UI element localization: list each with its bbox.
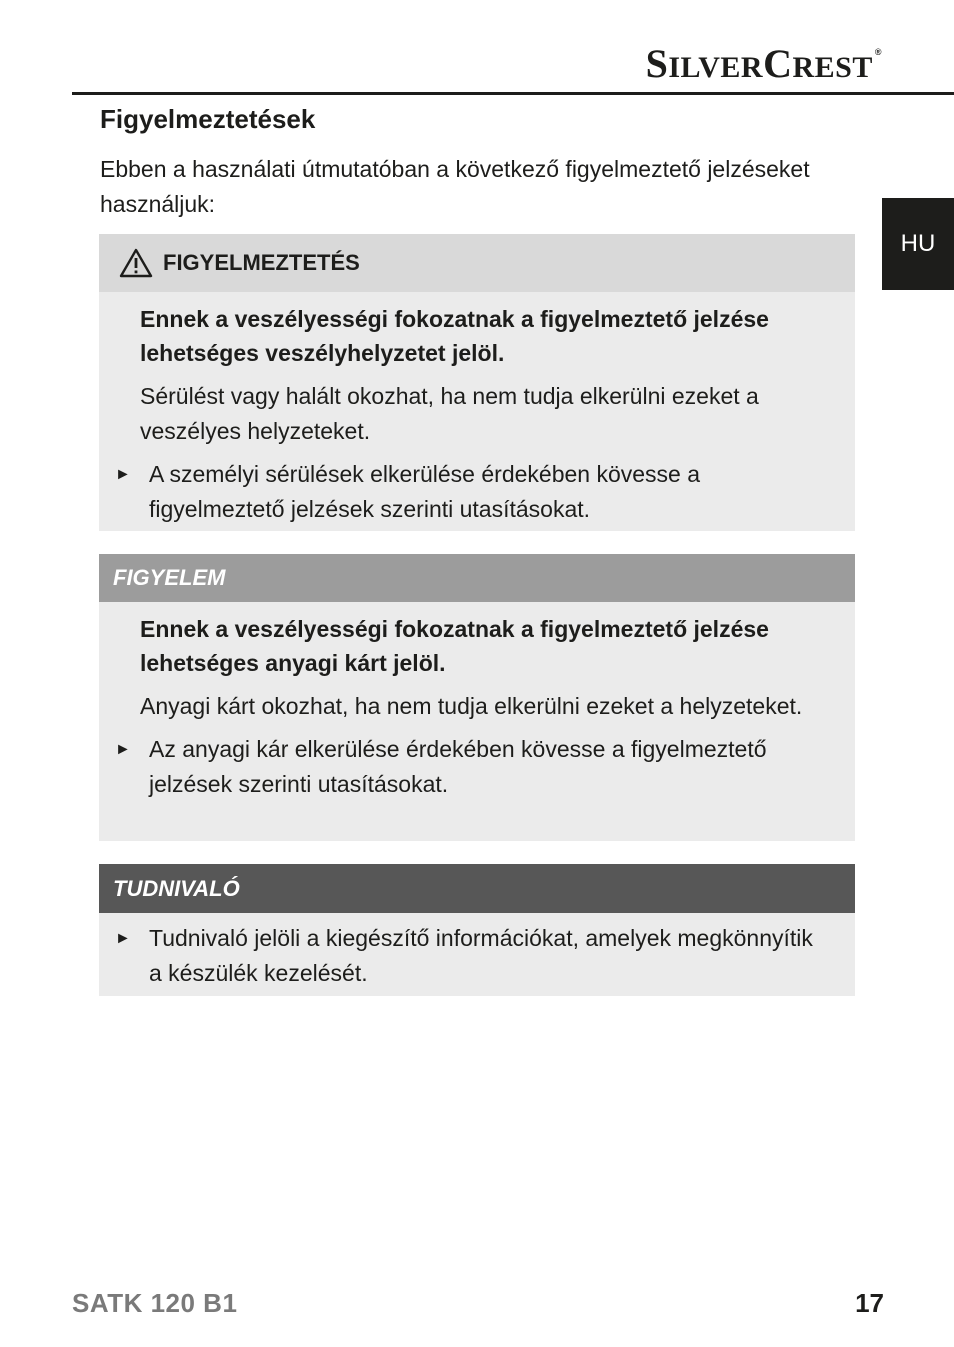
caution-box-bullet-text: Az anyagi kár elkerülése érdekében kövesse a figyelmeztető jelzések szerinti utasításokat.: [149, 736, 767, 797]
warning-triangle-icon: [119, 248, 153, 278]
caution-box-header: [99, 554, 855, 602]
intro-text: Ebben a használati útmutatóban a következő figyelmeztető jelzéseket használjuk:: [100, 156, 810, 217]
warning-box: [99, 234, 855, 531]
header-divider: [72, 92, 954, 95]
note-box-bullet-text: Tudnivaló jelöli a kiegészítő információkat, amelyek megkönnyítik a készülék kezelését.: [149, 925, 813, 986]
caution-box-text: Anyagi kárt okozhat, ha nem tudja elkerülni ezeket a helyzeteket.: [140, 693, 803, 719]
caution-box-strong-text: Ennek a veszélyességi fokozatnak a figyelmeztető jelzése lehetséges anyagi kárt jelöl.: [140, 616, 769, 676]
caution-box: [99, 554, 855, 841]
footer-page-number: 17: [855, 1288, 884, 1318]
warning-box-heading: FIGYELMEZTETÉS: [163, 250, 360, 275]
note-box-header: [99, 864, 855, 913]
language-tab: HU: [882, 198, 954, 290]
warning-box-text: Sérülést vagy halált okozhat, ha nem tudja elkerülni ezeket a veszélyes helyzeteket.: [140, 383, 759, 444]
section-title: Figyelmeztetések: [100, 104, 316, 134]
caution-box-bullet: [99, 732, 855, 802]
warning-box-bullet: [99, 457, 855, 527]
footer-model-number: SATK 120 B1: [72, 1288, 238, 1318]
warning-box-bullet-text: A személyi sérülések elkerülése érdekében kövesse a figyelmeztető jelzések szerinti utasításokat.: [149, 461, 701, 522]
warning-box-header: [99, 234, 855, 292]
note-box: [99, 864, 855, 996]
brand-logo: SILVERCREST ®: [645, 41, 882, 86]
bullet-arrow-icon: ►: [115, 930, 131, 947]
bullet-arrow-icon: ►: [115, 741, 131, 758]
note-box-bullet: [99, 921, 855, 991]
bullet-arrow-icon: ►: [115, 466, 131, 483]
warning-box-strong-text: Ennek a veszélyességi fokozatnak a figyelmeztető jelzése lehetséges veszélyhelyzetet jelöl.: [140, 306, 769, 366]
caution-box-heading: FIGYELEM: [113, 565, 226, 590]
note-box-heading: TUDNIVALÓ: [113, 875, 240, 901]
